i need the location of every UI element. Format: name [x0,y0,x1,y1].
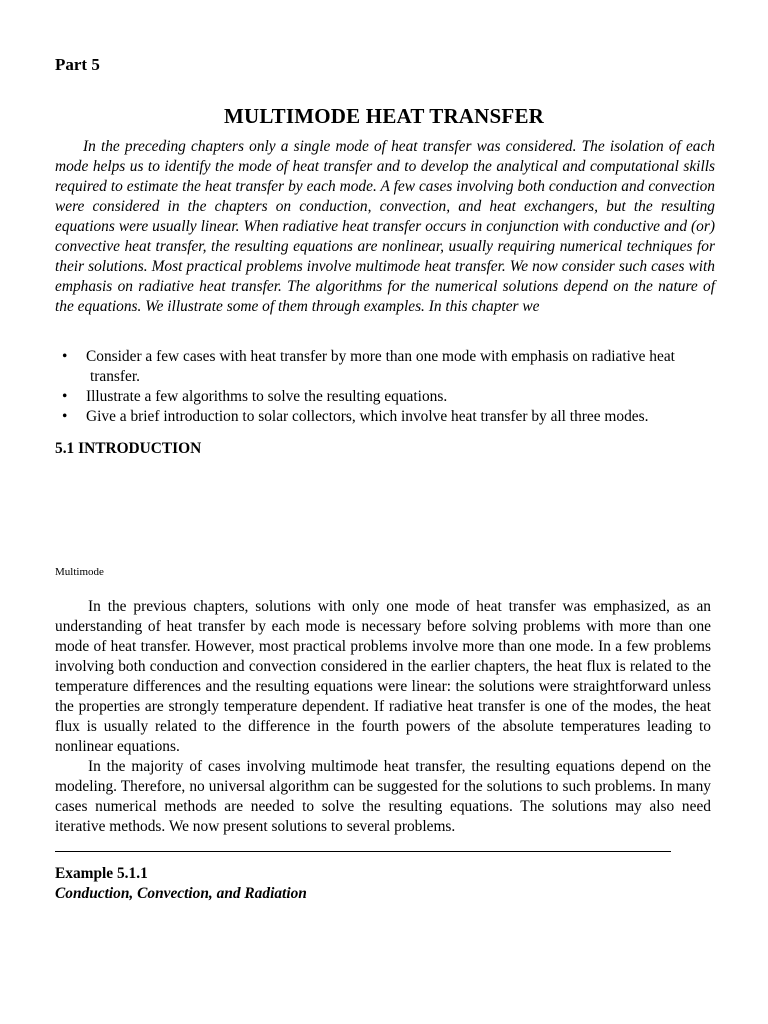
bullet-icon: • [62,388,68,405]
objective-item [64,387,714,407]
objective-text: Give a brief introduction to solar collectors, which involve heat transfer by all three modes. [86,408,649,425]
bullet-icon: • [62,348,68,365]
body-paragraph: In the majority of cases involving multimode heat transfer, the resulting equations depend on the modeling. Therefore, no universal algorithm can be suggested for the solutions to such problems. In many cases numerical methods are needed to solve the resulting equations. The solutions may also need iterative methods. We now present solutions to several problems. [55,758,711,835]
example-number: Example 5.1.1 [55,865,148,882]
running-label: Multimode [55,566,104,578]
intro-paragraph: In the preceding chapters only a single mode of heat transfer was considered. The isolation of each mode helps us to identify the mode of heat transfer and to develop the analytical and computational skills required to estimate the heat transfer by each mode. A few cases involving both conduction and convection were considered in the chapters on conduction, convection, and heat exchangers, but the resulting equations were usually linear. When radiative heat transfer occurs in conjunction with conductive and (or) convective heat transfer, the resulting equations are nonlinear, usually requiring numerical techniques for their solutions. Most practical problems involve multimode heat transfer. We now consider such cases with emphasis on radiative heat transfer. The algorithms for the numerical solutions depend on the nature of the equations. We illustrate some of them through examples. In this chapter we [55,138,715,315]
objective-item [64,407,714,427]
objective-text: Consider a few cases with heat transfer by more than one mode with emphasis on radiative heat transfer. [86,348,675,385]
objective-text: Illustrate a few algorithms to solve the resulting equations. [86,388,448,405]
objectives-list [64,347,714,427]
example-title: Conduction, Convection, and Radiation [55,885,307,902]
body-paragraph: In the previous chapters, solutions with only one mode of heat transfer was emphasized, as an understanding of heat transfer by each mode is necessary before solving problems with more than one mode of heat transfer. However, most practical problems involve more than one mode. In a few problems involving both conduction and convection considered in the earlier chapters, the heat flux is related to the temperature differences and the resulting equations were linear: the solutions were straightforward unless the properties are strongly temperature dependent. If radiative heat transfer is one of the modes, the heat flux is usually related to the difference in the fourth powers of the absolute temperatures leading to nonlinear equations. [55,598,711,755]
divider-rule [55,851,671,852]
objective-item [64,347,714,387]
section-heading: 5.1 INTRODUCTION [55,440,202,457]
part-label: Part 5 [55,55,100,74]
section-body [55,597,711,837]
chapter-title: MULTIMODE HEAT TRANSFER [223,104,545,128]
bullet-icon: • [62,408,68,425]
